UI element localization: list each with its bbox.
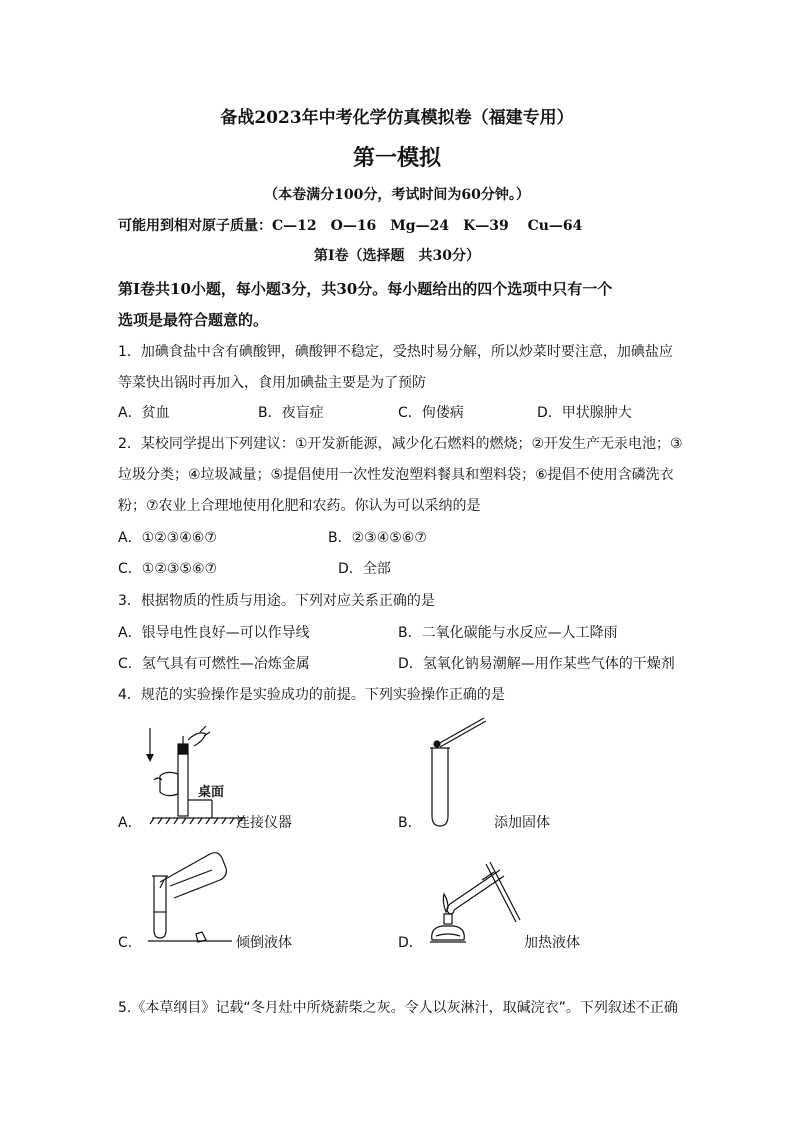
q4-stem: 4．规范的实验操作是实验成功的前提。下列实验操作正确的是 xyxy=(118,687,505,703)
q4b-caption: 添加固体 xyxy=(494,815,550,831)
q4b-letter: B． xyxy=(398,815,422,831)
exam-subtitle: 第一模拟 xyxy=(352,145,441,171)
q4a-connect-apparatus-figure xyxy=(140,720,250,828)
q4a-desk-label: 桌面 xyxy=(198,785,225,800)
exam-note: （本卷满分100分，考试时间为60分钟。） xyxy=(264,187,530,203)
q4d-heat-liquid-figure xyxy=(420,852,530,950)
exam-title: 备战2023年中考化学仿真模拟卷（福建专用） xyxy=(220,108,574,128)
q1-stem-line-2: 等菜快出锅时再加入，食用加碘盐主要是为了预防 xyxy=(118,375,426,391)
q3-option-d: D．氢氧化钠易潮解—用作某些气体的干燥剂 xyxy=(398,656,675,672)
q1-option-d: D．甲状腺肿大 xyxy=(537,405,632,421)
q5-stem-line-1: 5.《本草纲目》记载“冬月灶中所烧薪柴之灰。令人以灰淋汁，取碱浣衣”。下列叙述不正确 xyxy=(118,1000,678,1016)
q1-stem-line-1: 1．加碘食盐中含有碘酸钾，碘酸钾不稳定，受热时易分解，所以炒菜时要注意，加碘盐应 xyxy=(118,344,673,360)
q2-stem-line-2: 垃圾分类；④垃圾减量；⑤提倡使用一次性发泡塑料餐具和塑料袋；⑥提倡不使用含磷洗衣 xyxy=(118,467,674,483)
instructions-line-2: 选项是最符合题意的。 xyxy=(118,311,269,329)
q1-option-c: C．佝偻病 xyxy=(398,405,464,421)
q4a-letter: A． xyxy=(118,815,142,831)
q2-stem-line-1: 2．某校同学提出下列建议：①开发新能源，减少化石燃料的燃烧；②开发生产无汞电池；③ xyxy=(118,436,683,452)
q4d-caption: 加热液体 xyxy=(524,935,580,951)
section-heading: 第Ⅰ卷（选择题 共30分） xyxy=(313,248,481,264)
q2-option-b: B．②③④⑤⑥⑦ xyxy=(328,530,427,546)
q3-option-b: B．二氧化碳能与水反应—人工降雨 xyxy=(398,625,618,641)
q1-option-b: B．夜盲症 xyxy=(258,405,324,421)
atomic-masses: 可能用到相对原子质量：C—12 O—16 Mg—24 K—39 Cu—64 xyxy=(118,218,583,234)
instructions-line-1: 第Ⅰ卷共10小题，每小题3分，共30分。每小题给出的四个选项中只有一个 xyxy=(118,280,613,298)
q2-stem-line-3: 粉；⑦农业上合理地使用化肥和农药。你认为可以采纳的是 xyxy=(118,498,481,514)
q1-option-a: A．贫血 xyxy=(118,405,170,421)
q4c-pour-liquid-figure xyxy=(140,846,240,946)
q4c-letter: C． xyxy=(118,935,142,951)
q2-option-c: C．①②③⑤⑥⑦ xyxy=(118,561,218,577)
q3-option-a: A．银导电性良好—可以作导线 xyxy=(118,625,310,641)
q4d-letter: D． xyxy=(398,935,423,951)
q2-option-d: D．全部 xyxy=(338,561,391,577)
q3-option-c: C．氢气具有可燃性—冶炼金属 xyxy=(118,656,310,672)
q4c-caption: 倾倒液体 xyxy=(236,935,292,951)
q4a-caption: 连接仪器 xyxy=(236,815,292,831)
q3-stem: 3．根据物质的性质与用途。下列对应关系正确的是 xyxy=(118,593,435,609)
q2-option-a: A．①②③④⑥⑦ xyxy=(118,530,217,546)
q4b-add-solid-figure xyxy=(420,712,490,830)
